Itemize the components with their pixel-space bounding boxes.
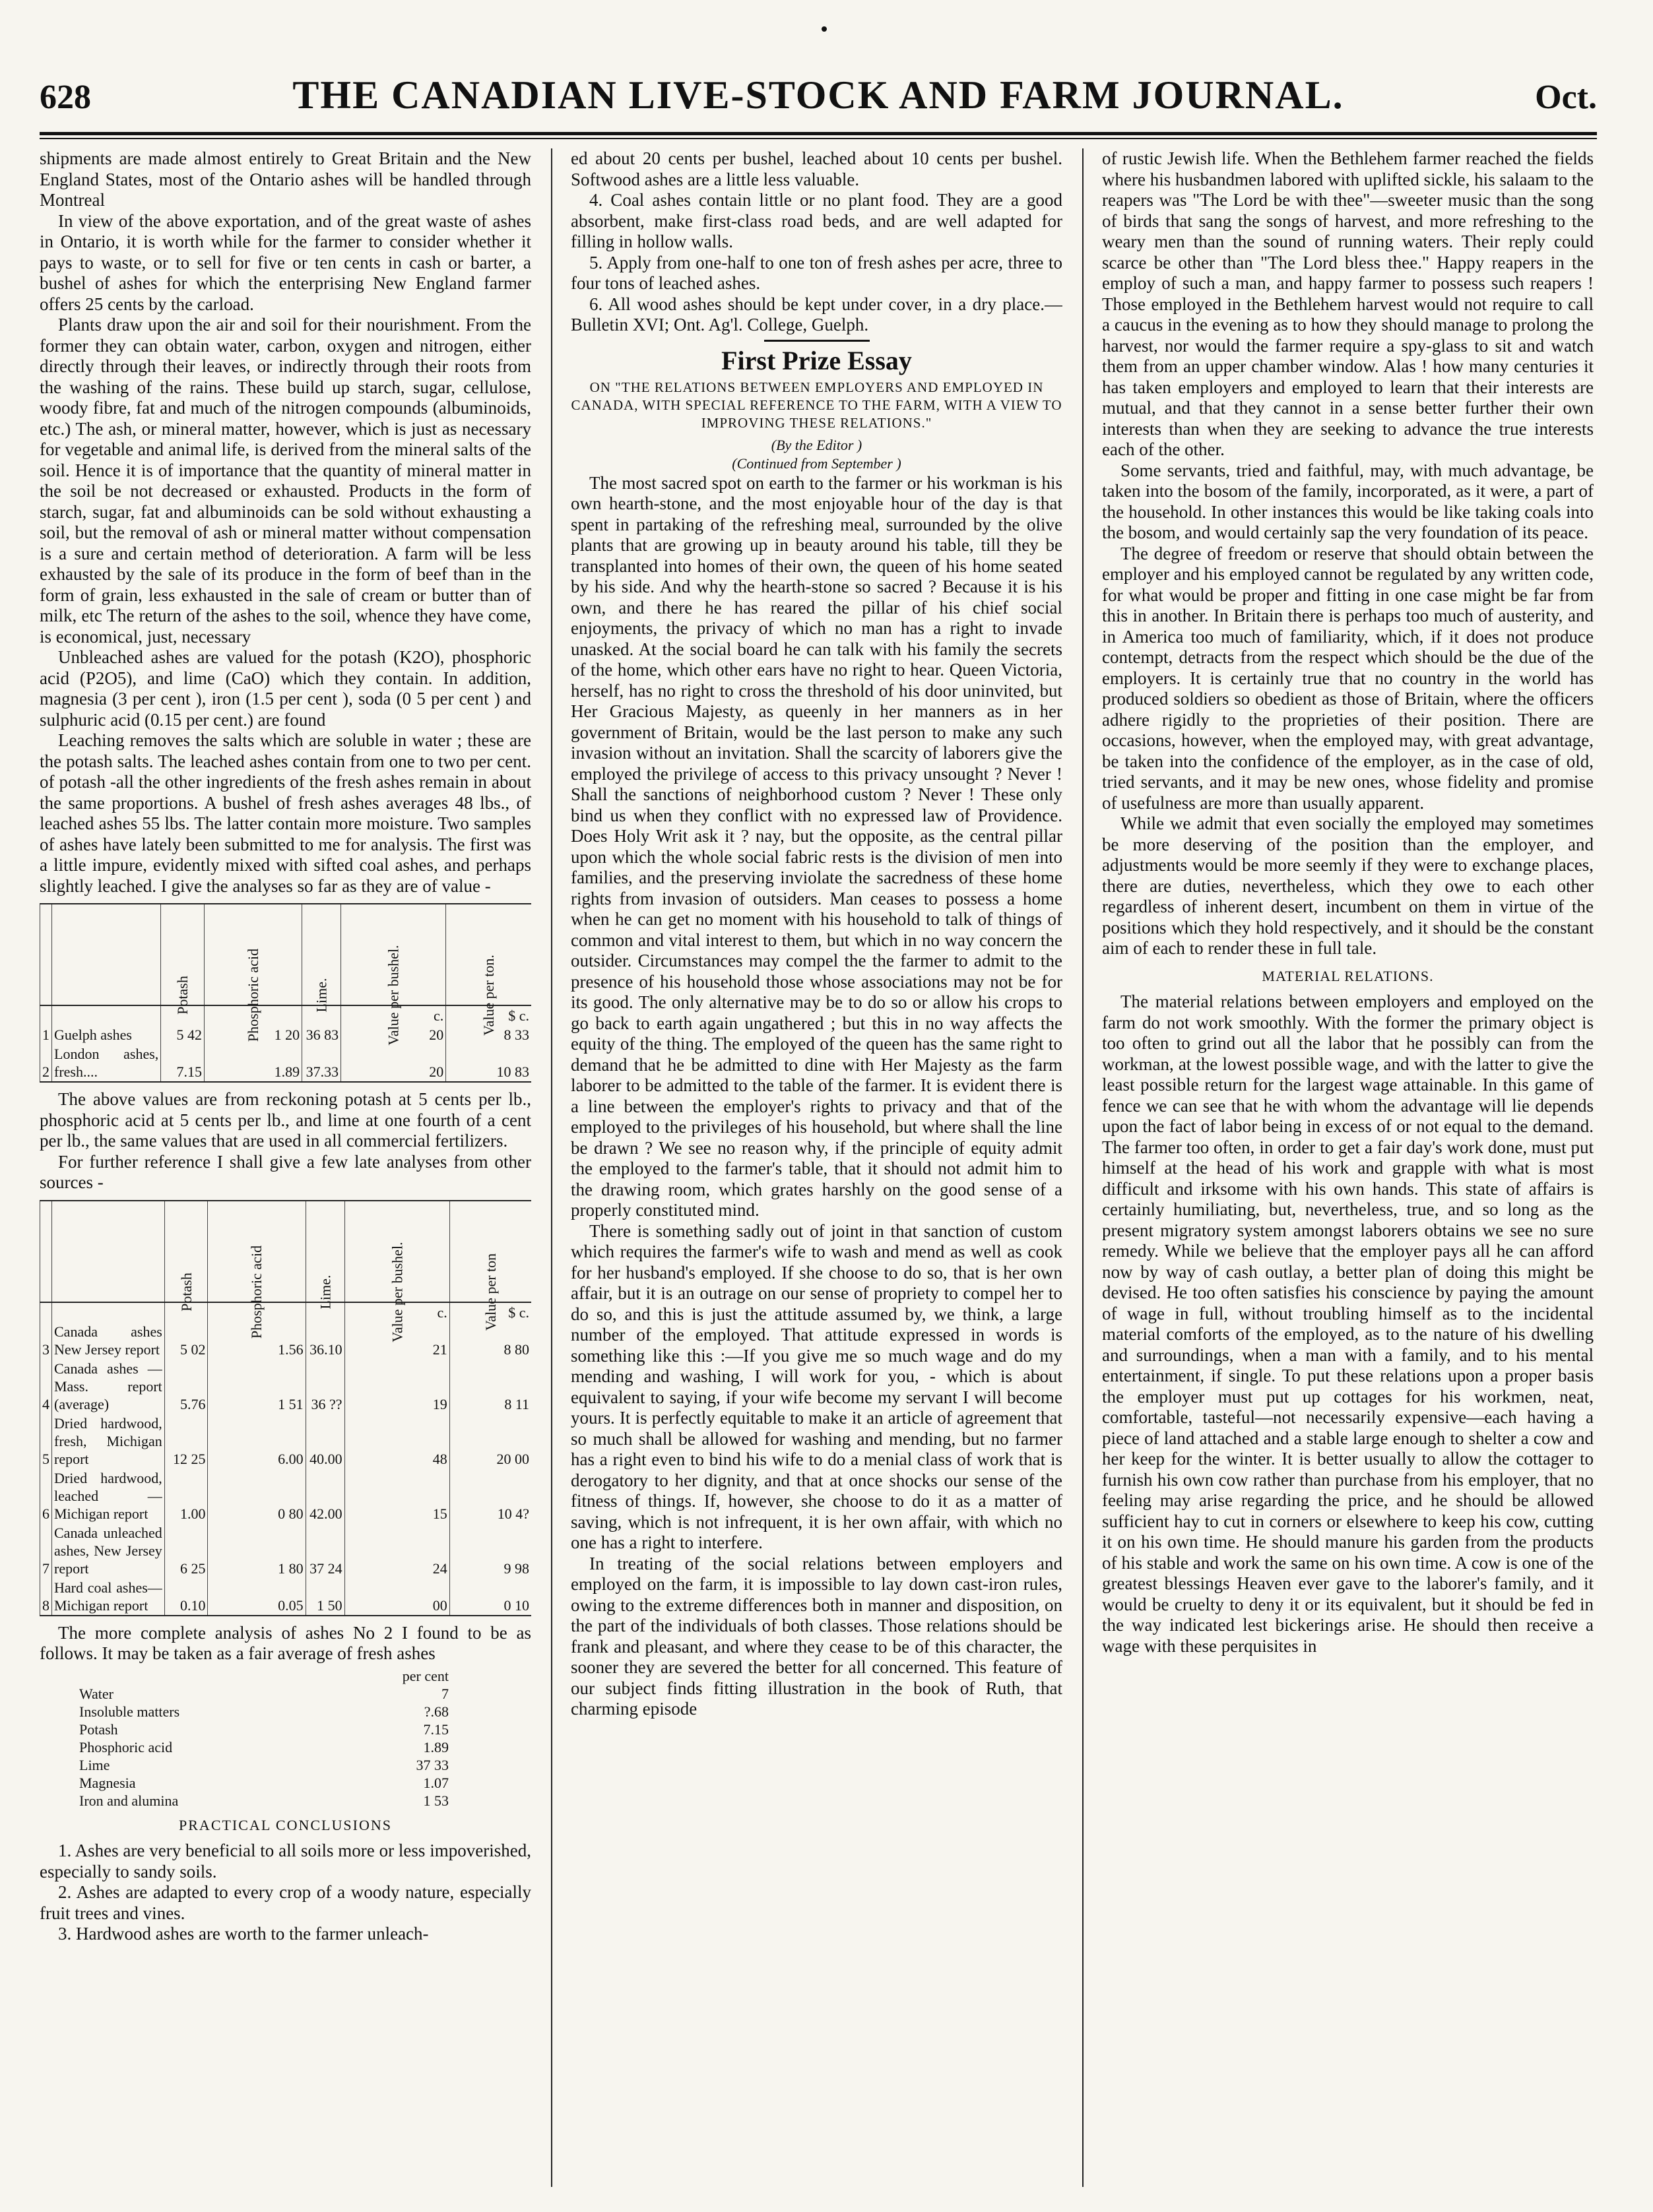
table-cell: 1 50 <box>306 1578 344 1616</box>
table-cell: 1 <box>40 1025 52 1044</box>
table-cell: 6 25 <box>164 1523 208 1578</box>
table-row <box>40 1044 532 1082</box>
header-label: Value per bushel. <box>389 1241 406 1343</box>
table-header-row <box>40 1201 532 1302</box>
table-cell: c. <box>341 1005 446 1025</box>
table-cell: Dried hardwood, leached —Michigan report <box>52 1469 165 1523</box>
table-cell: $ c. <box>449 1302 531 1322</box>
paragraph: of rustic Jewish life. When the Bethlehem farmer reached the fields where his husbandmen labored with uplifted sickle, his salaam to the reapers was "The Lord be with thee"—sweeter music than the song of birds that sang the songs of harvest, and more refreshing to the weary men than the sound of running waters. Their reply could scarce be other than "The Lord bless thee." Happy reapers in the employ of such a man, and happy farmer to possess such reapers ! Those employed in the Bethlehem harvest would not require to call a caucus in the evening as to how they should manage to prolong the harvest, nor would the farmer require a spy-glass to sit and watch them from an upper chamber window. Alas ! how many centuries it has taken employers and employed to learn that their interests are mutual, and that they cannot in a sense better further their own interests than when they are seeking to advance the true interests each of the other. <box>1102 148 1594 459</box>
header-label: Value per ton <box>482 1253 499 1331</box>
table-cell: 48 <box>344 1414 449 1469</box>
composition-value: 7.15 <box>423 1721 449 1738</box>
table-cell: 2 <box>40 1044 52 1082</box>
paragraph: Unbleached ashes are valued for the potash (K2O), phosphoric acid (P2O5), and lime (CaO) which they contain. In addition, magnesia (3 per cent ), iron (1.5 per cent ), soda (0 5 per cent ) and sulphuric acid (0.15 per cent.) are found <box>40 647 531 730</box>
table-cell: 0.10 <box>164 1578 208 1616</box>
table-cell: c. <box>344 1302 449 1322</box>
paragraph: ed about 20 cents per bushel, leached about 10 cents per bushel. Softwood ashes are a little less valuable. <box>571 148 1062 189</box>
table-cell: Dried hardwood, fresh, Michigan report <box>52 1414 165 1469</box>
essay-byline: (By the Editor ) <box>771 436 862 453</box>
composition-name: Magnesia <box>79 1774 136 1791</box>
table-cell: $ c. <box>446 1005 531 1025</box>
page-number: 628 <box>40 79 91 116</box>
table-cell: 0 80 <box>208 1469 306 1523</box>
issue-month: Oct. <box>1535 79 1597 116</box>
paragraph: Some servants, tried and faithful, may, with much advantage, be taken into the bosom of the family, incorporated, as it were, a part of the household. In other instances this would be like taking coals into the bosom, and would certainly sap the very foundation of its peace. <box>1102 460 1594 542</box>
table-cell: 00 <box>344 1578 449 1616</box>
table-cell: 1.56 <box>208 1322 306 1359</box>
table-cell: 6.00 <box>208 1414 306 1469</box>
table-cell: 1 80 <box>208 1523 306 1578</box>
table-cell: 5.76 <box>164 1359 208 1414</box>
section-rule <box>764 340 870 342</box>
composition-name: Iron and alumina <box>79 1792 179 1809</box>
header-label: Phosphoric acid <box>248 1245 265 1339</box>
paragraph: 5. Apply from one-half to one ton of fresh ashes per acre, three to four tons of leached ashes. <box>571 252 1062 293</box>
table-cell: 1.00 <box>164 1469 208 1523</box>
table-header-cell <box>52 1201 165 1302</box>
table-cell <box>40 1302 52 1322</box>
table-header-cell <box>306 1201 344 1309</box>
header-label: Lime. <box>317 1275 334 1309</box>
continued-note: (Continued from September ) <box>732 455 901 472</box>
paragraph: Plants draw upon the air and soil for their nourishment. From the former they can obtain water, carbon, oxygen and nitrogen, either directly through their leaves, or indirectly through their roots from the washing of the rains. These build up starch, sugar, cellulose, woody fibre, fat and much of the nitrogen compounds (albuminoids, etc.) The ash, or mineral matter, however, which is just as necessary for vegetable and animal life, is derived from the mineral salts of the soil. Hence it is of importance that the quantity of mineral matter in the soil be not decreased or exhausted. Products in the form of starch, sugar, fat and albuminoids can be sold without exhausting a soil, but the removal of ash or mineral matter without compensation is a sure and certain method of deterioration. A farm will be less exhausted by the sale of its produce in the form of beef than in the form of grain, less exhausted in the sale of cream or butter than of milk, etc The return of the ashes to the soil, whence they have come, is economical, just, necessary <box>40 315 531 647</box>
print-mark <box>822 26 827 32</box>
table-row <box>40 1322 532 1359</box>
table-cell: 9 98 <box>449 1523 531 1578</box>
table-header-cell <box>161 904 205 1015</box>
table-cell: 5 02 <box>164 1322 208 1359</box>
table-cell: 5 42 <box>161 1025 205 1044</box>
table-cell: 0.05 <box>208 1578 306 1616</box>
header-rule <box>40 132 1597 139</box>
table-cell: 12 25 <box>164 1414 208 1469</box>
composition-row <box>79 1721 449 1738</box>
header-label: Value per bushel. <box>385 945 402 1046</box>
table-cell: 5 <box>40 1414 52 1469</box>
table-header-cell <box>40 904 52 1005</box>
ash-analysis-table-2 <box>40 1200 531 1616</box>
header-label: Value per ton. <box>480 955 498 1036</box>
table-cell: 8 <box>40 1578 52 1616</box>
table-cell <box>40 1005 52 1025</box>
paragraph: In view of the above exportation, and of the great waste of ashes in Ontario, it is worth while for the farmer to consider whether it pays to waste, or to sell for five or ten cents in cash or barter, a bushel of ashes for which the enterprising New England farmer offers 25 cents by the carload. <box>40 210 531 314</box>
paragraph: 3. Hardwood ashes are worth to the farmer unleach- <box>58 1924 429 1943</box>
table-header-cell <box>302 904 341 1013</box>
table-cell: 7.15 <box>161 1044 205 1082</box>
table-row <box>40 1414 532 1469</box>
table-header-cell <box>344 1201 449 1343</box>
paragraph: 6. All wood ashes should be kept under cover, in a dry place.—Bulletin XVI; Ont. Ag'l. College, Guelph. <box>571 294 1062 334</box>
paragraph: The above values are from reckoning potash at 5 cents per lb., phosphoric acid at 5 cents per lb., and lime at one fourth of a cent per lb., the same values that are used in all commercial fertilizers. <box>40 1089 531 1151</box>
table-cell: Canada ashes — Mass. report (average) <box>52 1359 165 1414</box>
composition-name: Water <box>79 1685 113 1702</box>
header-label: Potash <box>178 1272 195 1311</box>
composition-value: 1 53 <box>423 1792 449 1809</box>
column-divider <box>1082 148 1084 2187</box>
column-divider <box>551 148 552 2187</box>
ash-analysis-table-1 <box>40 903 531 1083</box>
journal-title: THE CANADIAN LIVE-STOCK AND FARM JOURNAL. <box>292 73 1344 117</box>
composition-row <box>79 1685 449 1703</box>
page-header <box>40 73 1597 125</box>
paragraph: For further reference I shall give a few late analyses from other sources - <box>40 1151 531 1192</box>
composition-name: Lime <box>79 1756 110 1773</box>
paragraph: Leaching removes the salts which are soluble in water ; these are the potash salts. The leached ashes contain from one to two per cent. of potash -all the other ingredients of the fresh ashes remain in about the same proportions. A bushel of fresh ashes averages 48 lbs., of leached ashes 55 lbs. The latter contain more moisture. Two samples of ashes have lately been submitted to me for analysis. The first was a little impure, evidently mixed with sifted coal ashes, and perhaps slightly leached. I give the analyses so far as they are of value - <box>40 730 531 896</box>
table-cell: 10 83 <box>446 1044 531 1082</box>
table-units-row <box>40 1005 532 1025</box>
table-cell: Hard coal ashes—Michigan report <box>52 1578 165 1616</box>
composition-row <box>79 1774 449 1792</box>
table-cell: 37 24 <box>306 1523 344 1578</box>
composition-value: ?.68 <box>424 1703 449 1720</box>
composition-value: 37 33 <box>416 1756 449 1773</box>
composition-value: 1.07 <box>423 1774 449 1791</box>
composition-name: Insoluble matters <box>79 1703 180 1720</box>
paragraph: 4. Coal ashes contain little or no plant food. They are a good absorbent, make first-class road beds, and are well adapted for filling in hollow walls. <box>571 190 1062 251</box>
table-row <box>40 1359 532 1414</box>
essay-title: First Prize Essay <box>721 345 912 375</box>
table-units-row <box>40 1302 532 1322</box>
table-cell: 21 <box>344 1322 449 1359</box>
composition-list <box>79 1667 531 1810</box>
table-header-cell <box>164 1201 208 1311</box>
table-cell: Canada ashes New Jersey report <box>52 1322 165 1359</box>
paragraph: There is something sadly out of joint in that sanction of custom which requires the farmer's wife to wash and mend as well as cook for her husband's employed. If she choose to do so, that is her own affair, but it is an outrage on our sense of propriety to compel her to do so, and this is just the attitude assumed by, we think, a large number of the employed. That attitude expressed in words is something like this :—If you give me so much wage and do my mending and washing, I will work for you, - which is about equivalent to saying, if your wife become my servant I will become yours. It is perfectly equitable to make it an article of agreement that so much shall be allowed for washing and mending, but no farmer has a right even to bind his wife to do a menial class of work that is derogatory to her dignity, and that at once shocks our sense of the fitness of things. If, however, she choose to do it as a matter of saving, which is not infrequent, it is her own affair, with which no one has a right to interfere. <box>571 1220 1062 1552</box>
table-cell: 36.10 <box>306 1322 344 1359</box>
column-2 <box>571 148 1062 2187</box>
table-cell: 1 51 <box>208 1359 306 1414</box>
header-label: Potash <box>174 976 191 1015</box>
table-cell: 15 <box>344 1469 449 1523</box>
paragraph: shipments are made almost entirely to Great Britain and the New England States, most of the Ontario ashes will be handled through Montreal <box>40 148 531 210</box>
table-cell: 37.33 <box>302 1044 341 1082</box>
table-cell <box>52 1005 161 1025</box>
table-header-row <box>40 904 532 1005</box>
table-cell: 7 <box>40 1523 52 1578</box>
table-cell: 24 <box>344 1523 449 1578</box>
table-row <box>40 1469 532 1523</box>
table-cell: Canada unleached ashes, New Jersey report <box>52 1523 165 1578</box>
table-cell <box>52 1302 165 1322</box>
table-cell: 19 <box>344 1359 449 1414</box>
paragraph: While we admit that even socially the employed may sometimes be more deserving of the position than the employer, and adjustments would be more seemly if they were to exchange places, there are duties, nevertheless, which they owe to each other regardless of inherent desert, incumbent on them in virtue of the positions which they hold respectively, and it should be the constant aim of each to render these in full tale. <box>1102 813 1594 958</box>
paragraph: The material relations between employers and employed on the farm do not work smoothly. With the former the primary object is too often to grind out all the labor that he possibly can from the workman, at the lowest possible wage, and with the latter to give the least possible return for the largest wage attainable. In this game of fence we can see that he with whom the advantage will lie depends upon the fact of labor being in excess of or not equal to the demand. The farmer too often, in order to get a fair day's work done, must put himself at the head of his work and grapple with what is most difficult and irksome with his own hands. This state of affairs is certainly humiliating, but, nevertheless, true, and so long as the present migratory system amongst laborers obtains we see no sure remedy. While we believe that the employer pays all he can afford now by way of cash outlay, a better plan of doing this might be devised. He too often satisfies his conscience by paying the amount of wage in full, without troubling himself as to the incidental material comforts of the employed, as to the nature of his dwelling and surroundings, when a man with a family, and to his mental entertainment, if single. To put these relations upon a proper basis the employer must put up cottages for his workmen, neat, comfortable, tasteful—not necessarily expensive—each having a piece of land attached and a stable large enough to shelter a cow and her keep for the winter. It is better usually to allow the cottager to furnish his own cow rather than purchase from his employer, that no feeling may arise regarding the price, and he should be allowed sufficient hay to cut in corners or elsewhere to keep his cow, cutting it on his own time. He should manure his garden from the products of his stable and work the same on his own time. A cow is one of the greatest blessings Heaven ever gave to the laborer's family, and it would be cruelty to deny it or its equivalent, but it should be fed in the way indicated lest bickerings arise. He should then receive a wage with these perquisites in <box>1102 992 1594 1656</box>
table-cell: 6 <box>40 1469 52 1523</box>
paragraph: The more complete analysis of ashes No 2 I found to be as follows. It may be taken as a fair average of fresh ashes <box>40 1622 531 1663</box>
column-3 <box>1102 148 1594 2187</box>
composition-name: Phosphoric acid <box>79 1738 173 1755</box>
table-cell: 10 4? <box>449 1469 531 1523</box>
table-cell: 42.00 <box>306 1469 344 1523</box>
table-cell: 20 00 <box>449 1414 531 1469</box>
composition-row <box>79 1756 449 1774</box>
table-row <box>40 1578 532 1616</box>
conclusions-heading: PRACTICAL CONCLUSIONS <box>179 1816 392 1833</box>
section-heading: MATERIAL RELATIONS. <box>1262 967 1434 984</box>
composition-value: 7 <box>441 1685 449 1702</box>
table-header-cell <box>449 1201 531 1331</box>
table-cell: 8 33 <box>446 1025 531 1044</box>
header-label: Lime. <box>313 978 330 1013</box>
table-cell: 4 <box>40 1359 52 1414</box>
table-cell: 1.89 <box>204 1044 302 1082</box>
composition-value: 1.89 <box>423 1738 449 1755</box>
table-cell: 20 <box>341 1025 446 1044</box>
paragraph: The most sacred spot on earth to the farmer or his workman is his own hearth-stone, and the most enjoyable hour of the day is that spent in partaking of the refreshing meal, surrounded by the olive plants that are growing up in beauty around his table, till they be transplanted into homes of their own, the queen of his home seated by his side. And why the hearth-stone so sacred ? Because it is his own, and there he has reared the pillar of his chief social enjoyments, the privacy of which no man has a right to invade unasked. At the social board he can talk with his family the secrets of the home, which other ears have no right to hear. Queen Victoria, herself, has no right to cross the threshold of his door uninvited, but Her Gracious Majesty, as queenly in her manners as in her government of Britain, would be the last person to make any such invasion without an invitation. Shall the scarcity of laborers give the employed the privilege of access to this privacy unsought ? Never ! Shall the sanctions of neighborhood custom ? Never ! These only bind us when they conflict with no expressed law of Providence. Does Holy Writ ask it ? nay, but the opposite, as the central pillar upon which the whole social fabric rests is the division of men into families, and the preserving inviolate the sacredness of these home rights from invasion of outsiders. Man ceases to possess a home when he can get no moment with his household to talk of things of common and vital interest to them, but which in no way concern the outsider. Circumstances may compel the the farmer to admit to the presence of his household those whose associations may not be for its good. The only alternative may be to do so or allow his crops to go back to earth again ungathered ; but this in no way affects the equity of the thing. The employed of the queen has the same right to demand that he be admitted to dine with Her Majesty as the farm laborer to be admitted to the table of the farmer. It is evident there is a line between the employer's rights to privacy and that of the employed to the privileges of his household, but where shall the line be drawn ? We see no reason why, if the principle of equity admit the employed to the farmer's table, that it should not admit him to the drawing room, which grates harshly on the good sense of a properly constituted mind. <box>571 472 1062 1220</box>
column-1 <box>40 148 531 2187</box>
paragraph: The degree of freedom or reserve that should obtain between the employer and his employed cannot be regulated by any written code, for what would be proper and fitting in one case might be far from this in another. In Britain there is perhaps too much of austerity, and in America too much of familiarity, which, if it does not produce contempt, detracts from the respect which should be the due of the employers. It is certainly true that no country in the world has produced soldiers so obedient as those of Britain, where the officers adhere rigidly to the proprieties of their position. There are occasions, however, when the employed may, with great advantage, be taken into the confidence of the employer, as in the case of old, tried servants, and it may be new ones, whose fidelity and promise of usefulness are more than usually apparent. <box>1102 543 1594 813</box>
table-cell: 3 <box>40 1322 52 1359</box>
table-cell: Guelph ashes <box>52 1025 161 1044</box>
composition-row <box>79 1703 449 1721</box>
paragraph: 2. Ashes are adapted to every crop of a woody nature, especially fruit trees and vines. <box>40 1882 531 1923</box>
table-header-cell <box>52 904 161 1005</box>
table-header-cell <box>208 1201 306 1339</box>
table-row <box>40 1523 532 1578</box>
table-cell: 1 20 <box>204 1025 302 1044</box>
table-cell: 36 ?? <box>306 1359 344 1414</box>
table-row <box>40 1025 532 1044</box>
paragraph: 1. Ashes are very beneficial to all soils more or less impoverished, especially to sandy soils. <box>40 1841 531 1881</box>
table-cell: 20 <box>341 1044 446 1082</box>
table-header-cell <box>40 1201 52 1302</box>
table-cell: London ashes, fresh.... <box>52 1044 161 1082</box>
table-cell: 0 10 <box>449 1578 531 1616</box>
paragraph: In treating of the social relations between employers and employed on the farm, it is impossible to lay down cast-iron rules, owing to the extreme differences both in manner and disposition, on the part of the individuals of both classes. Those relations should be frank and pleasant, and where they cease to be of this character, the sooner they are severed the better for all concerned. This feature of our subject finds fitting illustration in the book of Ruth, that charming episode <box>571 1553 1062 1719</box>
table-cell: 40.00 <box>306 1414 344 1469</box>
table-cell: 36 83 <box>302 1025 341 1044</box>
composition-row <box>79 1792 449 1810</box>
header-label: Phosphoric acid <box>245 948 262 1042</box>
composition-name: Potash <box>79 1721 118 1738</box>
essay-subtitle: ON "THE RELATIONS BETWEEN EMPLOYERS AND EMPLOYED IN CANADA, WITH SPECIAL REFERENCE TO THE FARM, WITH A VIEW TO IMPROVING THESE RELATIONS." <box>571 379 1062 431</box>
table-cell: 8 11 <box>449 1359 531 1414</box>
composition-row <box>79 1738 449 1756</box>
composition-unit-label: per cent <box>402 1667 449 1684</box>
table-cell: 8 80 <box>449 1322 531 1359</box>
